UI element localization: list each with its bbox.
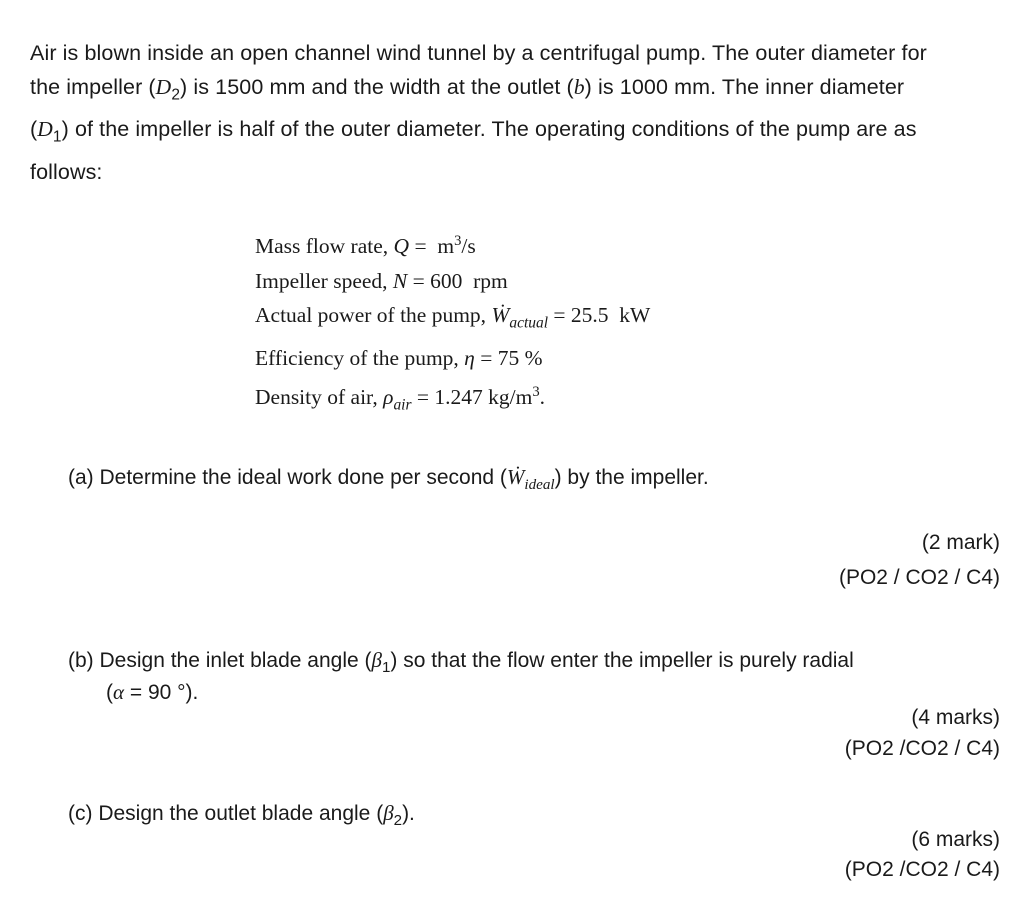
question-a-marks: (2 mark)	[921, 531, 1000, 554]
intro-line-1: Air is blown inside an open channel wind tunnel by a centrifugal pump. The outer diameter for	[30, 41, 927, 65]
symbol-d1: D	[37, 117, 53, 142]
intro-line-4: follows:	[30, 159, 103, 184]
question-c-outcome: (PO2 /CO2 / C4)	[844, 858, 1000, 881]
problem-statement	[30, 36, 1005, 189]
question-a: (a) Determine the ideal work done per second (Ẇ$_{ideal}$) by the impeller.	[68, 465, 709, 494]
question-b-line-2: (α = 90 °).	[106, 680, 199, 704]
mass-flow-rate: Mass flow rate, $Q = m^3/s$	[255, 233, 476, 259]
question-b-outcome: (PO2 /CO2 / C4)	[844, 737, 1000, 760]
pump-efficiency: Efficiency of the pump, η = 75 %	[255, 345, 543, 370]
symbol-d2: D	[155, 75, 172, 99]
operating-conditions	[255, 224, 875, 423]
intro-line-3: $(D_1)$ of the impeller is half of the outer diameter. The operating conditions of the pump are as	[30, 117, 917, 146]
question-b: (b) Design the inlet blade angle $(\beta_1)$ so that the flow enter the impeller is purely radial	[68, 648, 854, 677]
actual-power: Actual power of the pump, Ẇ$_{actual}$ = 25.5 kW	[255, 303, 651, 332]
impeller-speed: Impeller speed, N = 600 rpm	[255, 268, 508, 293]
question-c: (c) Design the outlet blade angle $(\beta_2)$.	[68, 801, 415, 830]
air-density: Density of air, $\rho_{air} = 1.247$ $kg/m^3$.	[255, 384, 546, 414]
question-c-marks: (6 marks)	[911, 828, 1000, 851]
question-b-marks: (4 marks)	[911, 706, 1000, 729]
intro-line-2: the impeller $(D_2)$ is 1500 mm and the width at the outlet (b) is 1000 mm. The inner diameter	[30, 75, 905, 104]
symbol-b: b	[573, 75, 585, 99]
question-a-outcome: (PO2 / CO2 / C4)	[838, 566, 1000, 589]
